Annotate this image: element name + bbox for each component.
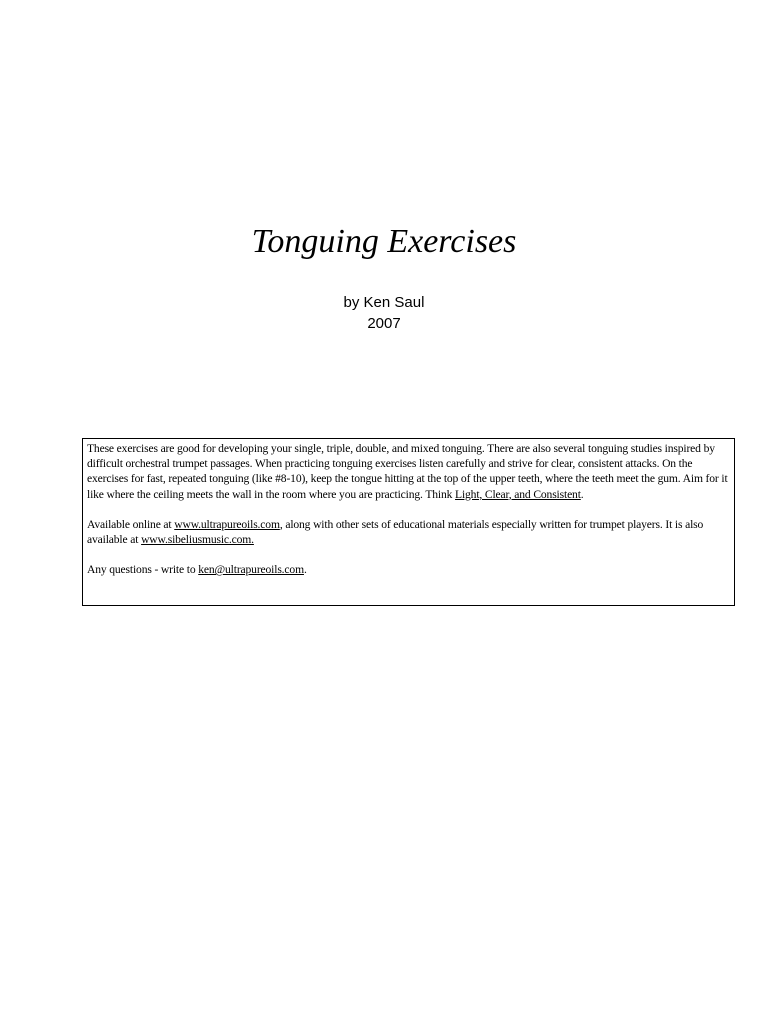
document-title: Tonguing Exercises xyxy=(251,223,517,260)
year-line: 2007 xyxy=(367,315,401,332)
description-end: . xyxy=(580,487,584,501)
contact-paragraph xyxy=(87,562,730,577)
byline-block xyxy=(0,292,768,334)
description-text: These exercises are good for developing your single, triple, double, and mixed tonguing. There are also several tonguing studies inspired by difficult orchestral trumpet passages. When practicing tonguing exercises listen carefully and strive for clear, consistent attacks. On the exercises for fast, repeated tonguing (like #8-10), keep the tongue hitting at the top of the upper teeth, where the teeth meet the gum. Aim for it like where the ceiling meets the wall in the room where you are practicing. Think xyxy=(87,442,728,501)
availability-text: Available online at xyxy=(87,517,175,531)
contact-end: . xyxy=(303,563,307,577)
author-line: by Ken Saul xyxy=(343,294,425,311)
sibeliusmusic-link[interactable]: www.sibeliusmusic.com. xyxy=(141,533,254,547)
email-link[interactable]: ken@ultrapureoils.com xyxy=(198,563,304,577)
ultrapureoils-link[interactable]: www.ultrapureoils.com xyxy=(174,517,280,531)
description-paragraph xyxy=(87,441,730,502)
availability-text-continued: , along with other sets of educational materials especially written for trumpet players. It is also available at xyxy=(87,517,704,547)
availability-paragraph xyxy=(87,517,730,547)
contact-text: Any questions - write to xyxy=(87,563,199,577)
emphasis-underlined-text: Light, Clear, and Consistent xyxy=(455,487,581,501)
info-box xyxy=(82,438,735,606)
